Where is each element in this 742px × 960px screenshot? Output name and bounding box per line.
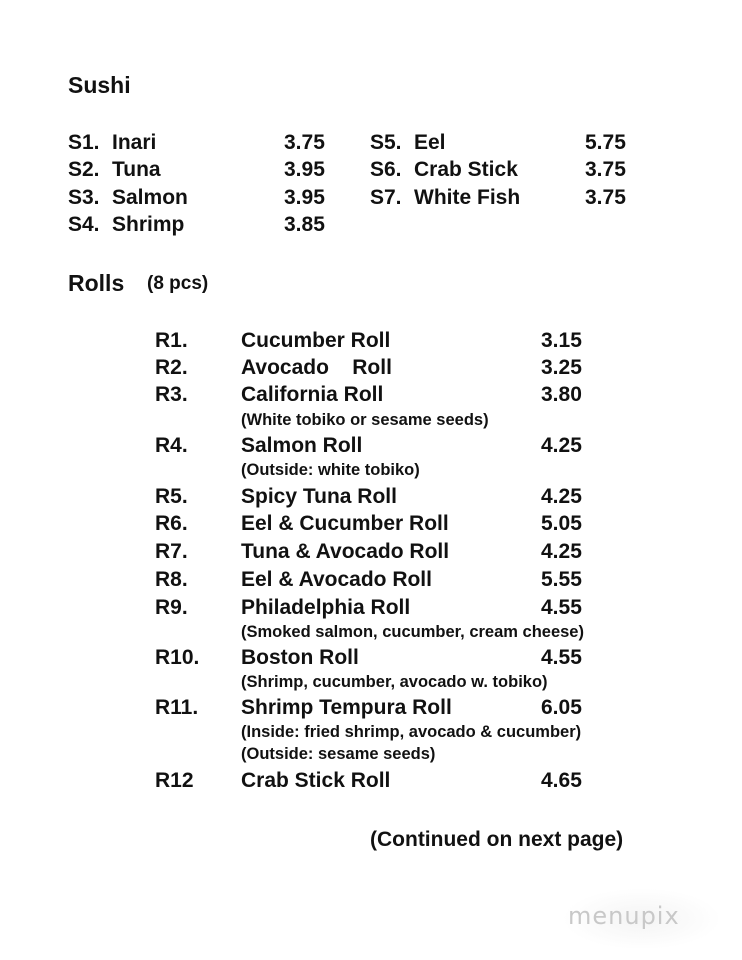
item-name: Cucumber Roll [241, 329, 391, 352]
item-price: 3.75 [585, 158, 626, 181]
watermark-area [562, 888, 722, 950]
item-code: R11. [155, 696, 199, 719]
item-code: R3. [155, 383, 188, 406]
item-price: 6.05 [541, 696, 582, 719]
roll-item-r6 [0, 512, 742, 536]
roll-item-r8 [0, 568, 742, 592]
roll-item-r10 [0, 646, 742, 670]
item-code: R10. [155, 646, 200, 669]
item-name: Eel & Avocado Roll [241, 568, 432, 591]
item-code: R5. [155, 485, 188, 508]
item-price: 3.25 [541, 356, 582, 379]
watermark-logo: menupix [568, 902, 680, 930]
item-name: Boston Roll [241, 646, 359, 669]
item-price: 4.65 [541, 769, 582, 792]
item-price: 3.95 [284, 158, 325, 181]
roll-item-r11 [0, 696, 742, 720]
item-code: S6. [370, 158, 402, 181]
item-code: R12 [155, 769, 194, 792]
item-code: R6. [155, 512, 188, 535]
item-price: 4.55 [541, 596, 582, 619]
item-name: Crab Stick Roll [241, 769, 391, 792]
item-name: White Fish [414, 186, 521, 209]
roll-note-r11-outside: (Outside: sesame seeds) [241, 745, 436, 763]
item-name: Philadelphia Roll [241, 596, 411, 619]
item-price: 5.55 [541, 568, 582, 591]
item-code: R9. [155, 596, 188, 619]
item-code: S1. [68, 131, 100, 154]
item-code: S4. [68, 213, 100, 236]
item-code: S5. [370, 131, 402, 154]
roll-item-r4 [0, 434, 742, 458]
item-price: 3.80 [541, 383, 582, 406]
item-code: R8. [155, 568, 188, 591]
item-name: Eel [414, 131, 446, 154]
item-code: S3. [68, 186, 100, 209]
roll-item-r9 [0, 596, 742, 620]
roll-item-r5 [0, 485, 742, 509]
item-code: R2. [155, 356, 188, 379]
item-name: Shrimp Tempura Roll [241, 696, 452, 719]
item-name: Shrimp [112, 213, 185, 236]
sushi-heading: Sushi [68, 72, 131, 98]
roll-note-r3: (White tobiko or sesame seeds) [241, 411, 489, 429]
roll-item-r3 [0, 383, 742, 407]
item-name: Avocado Roll [241, 356, 392, 379]
item-name: California Roll [241, 383, 384, 406]
item-code: S7. [370, 186, 402, 209]
item-price: 5.05 [541, 512, 582, 535]
item-price: 3.15 [541, 329, 582, 352]
item-price: 4.25 [541, 485, 582, 508]
item-price: 3.95 [284, 186, 325, 209]
rolls-subheading: (8 pcs) [147, 273, 209, 294]
item-name: Crab Stick [414, 158, 518, 181]
roll-note-r9: (Smoked salmon, cucumber, cream cheese) [241, 623, 584, 641]
item-price: 5.75 [585, 131, 626, 154]
item-price: 3.85 [284, 213, 325, 236]
roll-item-r12 [0, 769, 742, 793]
item-name: Salmon Roll [241, 434, 363, 457]
item-name: Tuna & Avocado Roll [241, 540, 450, 563]
roll-item-r2 [0, 356, 742, 380]
item-code: R1. [155, 329, 188, 352]
rolls-heading: Rolls [68, 270, 125, 296]
item-name: Salmon [112, 186, 188, 209]
roll-item-r1 [0, 329, 742, 353]
item-code: S2. [68, 158, 100, 181]
item-price: 3.75 [284, 131, 325, 154]
item-code: R4. [155, 434, 188, 457]
roll-note-r4: (Outside: white tobiko) [241, 461, 420, 479]
item-price: 3.75 [585, 186, 626, 209]
item-price: 4.25 [541, 540, 582, 563]
roll-note-r10: (Shrimp, cucumber, avocado w. tobiko) [241, 673, 548, 691]
sushi-item-s4 [0, 213, 742, 237]
item-name: Tuna [112, 158, 161, 181]
roll-item-r7 [0, 540, 742, 564]
item-price: 4.55 [541, 646, 582, 669]
item-name: Inari [112, 131, 157, 154]
roll-note-r11-inside: (Inside: fried shrimp, avocado & cucumber) [241, 723, 582, 741]
continued-note: (Continued on next page) [370, 828, 624, 851]
item-price: 4.25 [541, 434, 582, 457]
item-name: Eel & Cucumber Roll [241, 512, 449, 535]
item-code: R7. [155, 540, 188, 563]
item-name: Spicy Tuna Roll [241, 485, 397, 508]
